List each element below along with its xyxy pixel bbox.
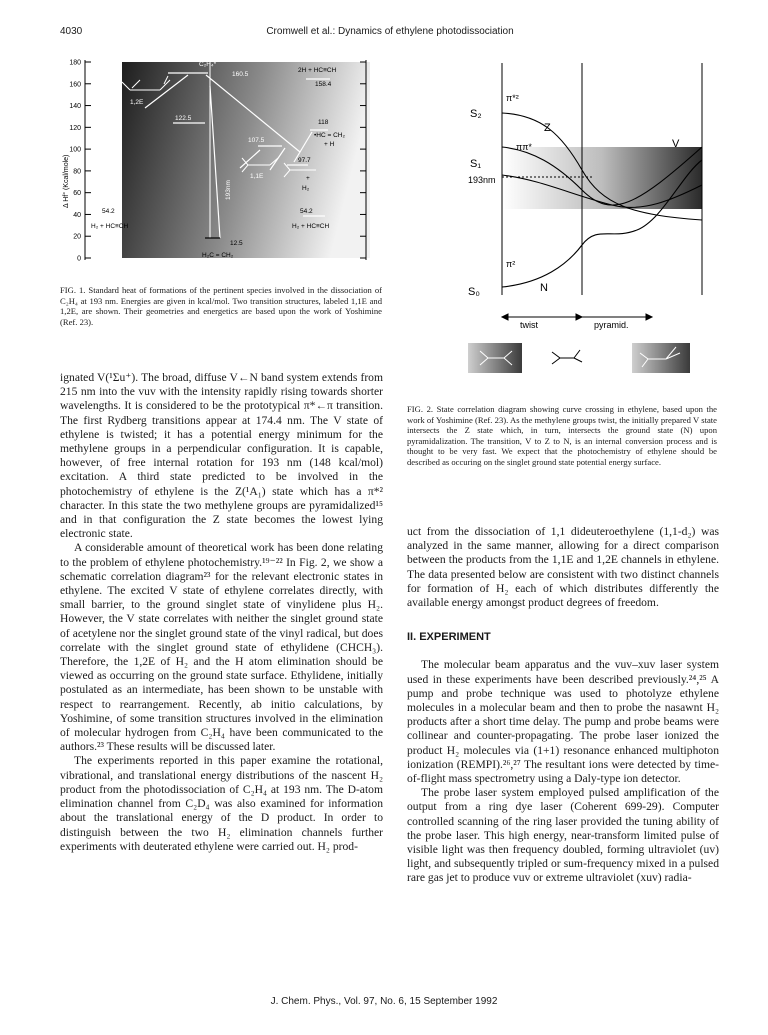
left-paragraph-3: The experiments reported in this paper examine the rotational, vibrational, and translational energy distributions of the nascent H₂ product from the photodissociation of C₂H₄ at 193 nm. The D-atom elimination channel from C₂D₄ was also examined for information about the translational energy of the D product. In order to distinguish between the two H₂ elimination channels further experiments with deuterated ethylene were carried out. H₂ prod- [60,754,383,853]
fig1-y-tick-label: 140 [69,103,81,111]
fig2-pyramid-label: pyramid. [594,320,629,330]
energy-region-shade [122,62,370,258]
fig1-right-products: H₂ + HC≡CH [292,223,330,230]
fig1-y-tick-label: 20 [73,233,81,241]
fig2-n: N [540,282,548,294]
left-paragraph-1: ignated V(¹Σu⁺). The broad, diffuse V←N band system extends from 215 nm into the vuv with the intensity rapidly rising towards shorter wavelengths. It is considered to be the prototypical π*←π transition. The first Rydberg transitions appear at 174.4 nm. The V state of ethylene is twisted; it has a potential energy minimum for the methylene groups in a perpendicular configuration. It is capable, however, of free internal rotation for 193 nm (148 kcal/mol) excitation. A third state predicted to be involved in the photochemistry of ethylene is the Z(¹A₁) state which has a π*² character. In this state the two methylene groups are pyramidalized¹⁵ and in that configuration the Z state becomes the lowest lying electronic state. [60,371,383,541]
fig1-ts-11e: 1,1E [250,173,264,180]
fig1-label-c2h4-star: C₂H₄* [199,61,217,68]
right-paragraph-1: uct from the dissociation of 1,1 dideuteroethylene (1,1-d₂) was analyzed in the same manner, allowing for a direct comparison between the products from the 1,1E and 1,2E channels in ethylene. The data presented below are consistent with two distinct channels for formation of H₂ each of which distributes differently the available energy amongst product degrees of freedom. [407,525,719,610]
fig1-value-158: 158.4 [315,81,332,88]
fig2-s0: S₀ [468,286,480,298]
fig2-v: V [672,138,680,150]
fig2-z: Z [544,122,551,134]
fig1-h2: H₂ [302,185,310,192]
fig1-ts-12e: 1,2E [130,99,144,106]
fig1-vinylidene-plus: + [306,175,310,182]
fig1-y-tick-label: 60 [73,190,81,198]
fig2-193nm: 193nm [468,175,496,185]
fig1-ethylene: H₂C = CH₂ [202,252,234,259]
fig1-y-tick-label: 80 [73,168,81,176]
fig2-pi-star2: π*² [506,93,519,103]
fig2-pi2: π² [506,259,516,269]
fig1-value-54b: 54.2 [300,208,313,215]
fig1-y-tick-label: 180 [69,59,81,67]
left-paragraph-2: A considerable amount of theoretical work has been done relating to the problem of ethylene photochemistry.¹⁹⁻²² In Fig. 2, we show a schematic correlation diagram²³ for the relevant electronic states in ethylene. The excited V state of ethylene correlates directly, with small barrier, to the ground singlet state of vinylidene plus H₂. However, the V state correlates with neither the singlet ground state of acetylene nor the singlet ground state of the vinyl radical, but does correlate with the singlet ground state of ethylidene (CHCH₃). Therefore, the 1,2E of H₂ and the H atom elimination should be viewed as occurring on the ground state surface. Ethylidene, initially postulated as an intermediate, has been shown to be unstable with respect to rearrangement. Recently, ab initio calculations, by Yoshimine, of some transition structures involved in the elimination of molecular hydrogen from C₂H₄ have been communicated to the authors.²³ These results will be discussed later. [60,541,383,754]
right-paragraph-2: The molecular beam apparatus and the vuv–xuv laser system used in these experiments have been described previously.²⁴,²⁵ A pump and probe technique was used to photolyze ethylene molecules in a molecular beam and then to probe the nasawnt H₂ products after a short time delay. The pump and probe beams were collinear and counter-propagating. The probe laser ionized the product H₂ molecules via (1+1) resonance enhanced multiphoton ionization (REMPI).²⁶,²⁷ The resultant ions were detected by time-of-flight mass spectrometry using a Daly-type ion detector. [407,658,719,786]
fig2-s2: S₂ [470,108,482,120]
fig1-products-top: 2H + HC≡CH [298,67,337,74]
fig2-shade [502,147,702,209]
right-paragraph-3: The probe laser system employed pulsed amplification of the output from a ring dye laser (Coherent 699-29). Computer controlled scanning of the ring laser provided the tuning ability of the probe laser. This high energy, near-transform limited pulse of visible light was then frequency doubled, forming ultraviolet (uv) light, and subsequently tripled or sum-frequency mixed in a pulsed rare gas jet to produce vuv or extreme ultraviolet (xuv) radia- [407,786,719,885]
fig1-value-107: 107.5 [248,137,265,144]
fig1-value-54a: 54.2 [102,208,115,215]
fig1-left-products: H₂ + HC≡CH [91,223,129,230]
figure-1 [60,50,382,275]
figure-2 [462,55,722,375]
fig1-y-tick-label: 0 [77,255,81,263]
running-title: Cromwell et al.: Dynamics of ethylene photodissociation [266,26,514,37]
page-number: 4030 [60,26,83,37]
fig1-caption: FIG. 1. Standard heat of formations of the pertinent species involved in the dissociation of C₂H₄ at 193 nm. Energies are given in kcal/mol. Two transition structures, labeled 1,1E and 1,2E, are shown. Their geometries and energetics are based upon the work of Yoshimine (Ref. 23). [60,285,382,327]
fig2-s1: S₁ [470,158,482,170]
fig1-value-118: 118 [318,119,329,126]
fig2-caption: FIG. 2. State correlation diagram showing curve crossing in ethylene, based upon the work of Yoshimine (Ref. 23). As the methylene groups twist, the initially prepared V state intersects the Z state which, in turn, intersects the ground state (N) upon pyramidalization. The transition, V to Z to N, is an internal conversion process and is thought to be very fast. We expect that the photochemistry of ethylene should be described as occuring on the singlet ground state potential energy surface. [407,404,717,467]
left-column [60,371,383,854]
fig1-plus-h: + H [324,141,335,148]
fig1-y-tick-label: 100 [69,146,81,154]
fig2-structure-twisted [552,350,582,364]
fig1-y-tick-label: 40 [73,211,81,219]
fig1-y-axis-label: Δ Hf° (Kcal/mole) [63,154,70,208]
running-header [60,26,720,42]
fig2-structure-pyramidal [632,343,690,373]
fig1-vinyl: •HC = CH₂ [314,132,345,139]
right-column [407,525,719,886]
fig2-twist-label: twist [520,320,538,330]
fig1-value-97: 97.7 [298,157,311,164]
fig1-y-tick-label: 160 [69,81,81,89]
footer-citation: J. Chem. Phys., Vol. 97, No. 6, 15 September 1992 [270,996,498,1007]
section-title-experiment: II. EXPERIMENT [407,631,491,644]
fig1-y-tick-label: 120 [69,124,81,132]
fig1-193nm: 193nm [225,180,232,200]
fig2-pipistar: ππ* [516,142,532,152]
fig1-value-122: 122.5 [175,115,192,122]
fig1-value-12: 12.5 [230,240,243,247]
fig1-value-160: 160.5 [232,71,249,78]
